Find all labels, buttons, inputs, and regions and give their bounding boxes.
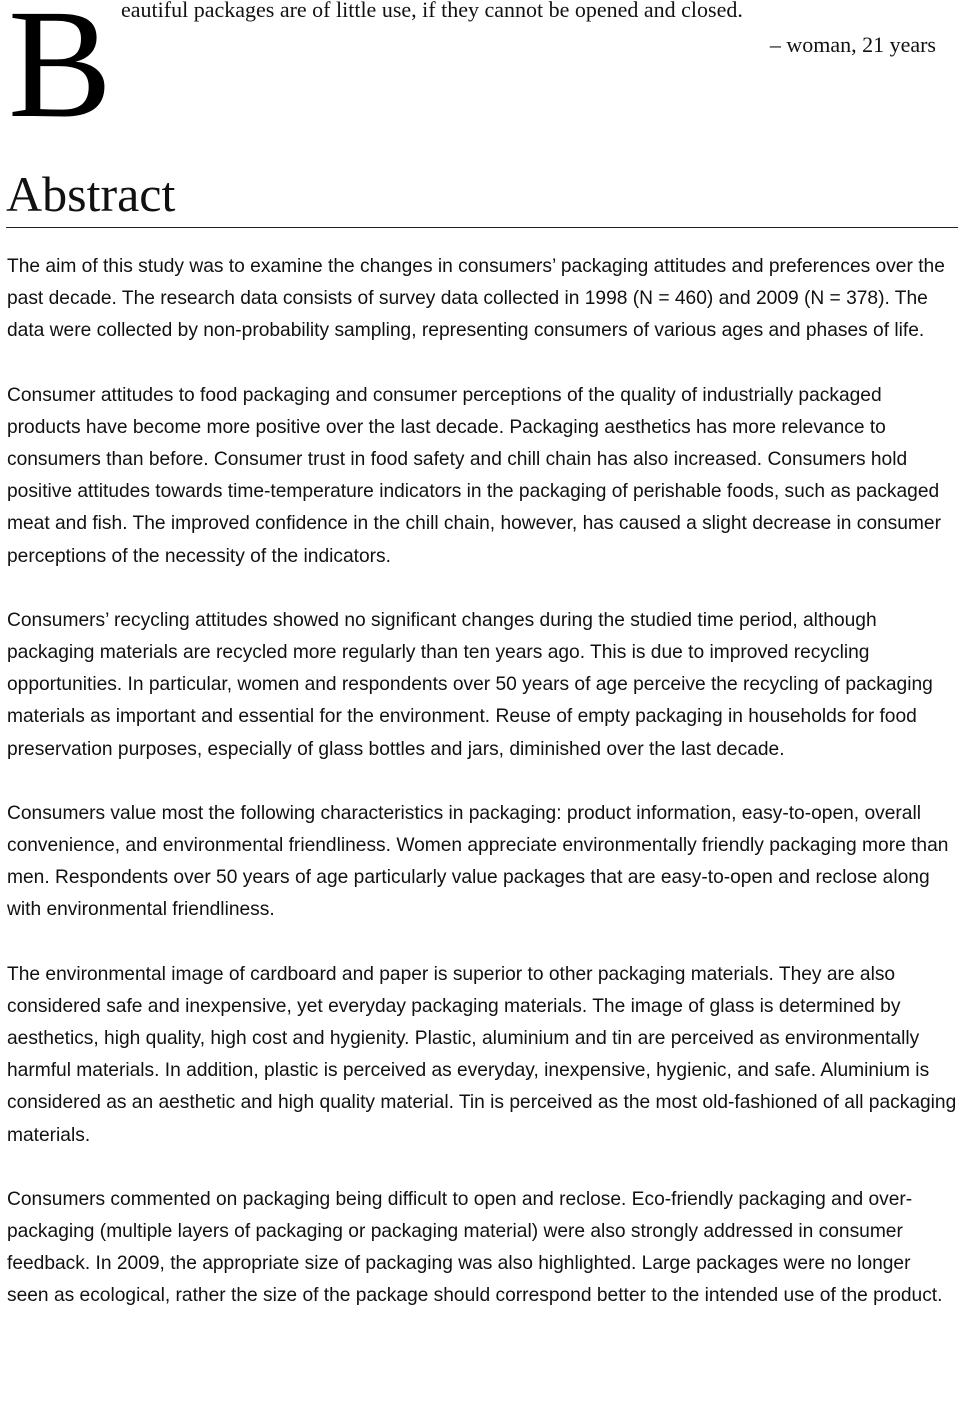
abstract-paragraph: The environmental image of cardboard and paper is superior to other packaging materials. They are also considered safe and inexpensive, yet everyday packaging materials. The image of glass is determined by aesthetics, high quality, high cost and hygienity. Plastic, aluminium and tin are perceived as environmentally harmful materials. In addition, plastic is perceived as everyday, inexpensive, hygienic, and safe. Aluminium is considered as an aesthetic and high quality material. Tin is perceived as the most old-fashioned of all packaging materials. [7,963,957,1146]
abstract-paragraph: The aim of this study was to examine the changes in consumers’ packaging attitudes and preferences over the past decade. The research data consists of survey data collected in 1998 (N = 460) and 2009 (N = 378). The data were collected by non-probability sampling, representing consumers of various ages and phases of life. [7,256,945,342]
drop-cap: B [8,0,113,150]
abstract-paragraph: Consumers value most the following characteristics in packaging: product information, easy-to-open, overall convenience, and environmental friendliness. Women appreciate environmentally friendly packaging more than men. Respondents over 50 years of age particularly value packages that are easy-to-open and reclose along with environmental friendliness. [7,802,949,921]
abstract-paragraph: Consumers commented on packaging being difficult to open and reclose. Eco-friendly packaging and over-packaging (multiple layers of packaging or packaging material) were also strongly addressed in consumer feedback. In 2009, the appropriate size of packaging was also highlighted. Large packages were no longer seen as ecological, rather the size of the package should correspond better to the intended use of the product. [7,1188,943,1307]
epigraph-attribution: – woman, 21 years [769,32,936,57]
epigraph-quote: eautiful packages are of little use, if they cannot be opened and closed. [121,0,743,22]
abstract-paragraph: Consumers’ recycling attitudes showed no significant changes during the studied time period, although packaging materials are recycled more regularly than ten years ago. This is due to improved recycling opportunities. In particular, women and respondents over 50 years of age perceive the recycling of packaging materials as important and essential for the environment. Reuse of empty packaging in households for food preservation purposes, especially of glass bottles and jars, diminished over the last decade. [7,609,933,760]
abstract-paragraph: Consumer attitudes to food packaging and consumer perceptions of the quality of industrially packaged products have become more positive over the last decade. Packaging aesthetics has more relevance to consumers than before. Consumer trust in food safety and chill chain has also increased. Consumers hold positive attitudes towards time-temperature indicators in the packaging of perishable foods, such as packaged meat and fish. The improved confidence in the chill chain, however, has caused a slight decrease in consumer perceptions of the necessity of the indicators. [7,384,941,567]
abstract-heading: Abstract [6,166,176,222]
abstract-body [7,251,957,1345]
epigraph [0,0,960,150]
heading-divider [6,227,958,228]
